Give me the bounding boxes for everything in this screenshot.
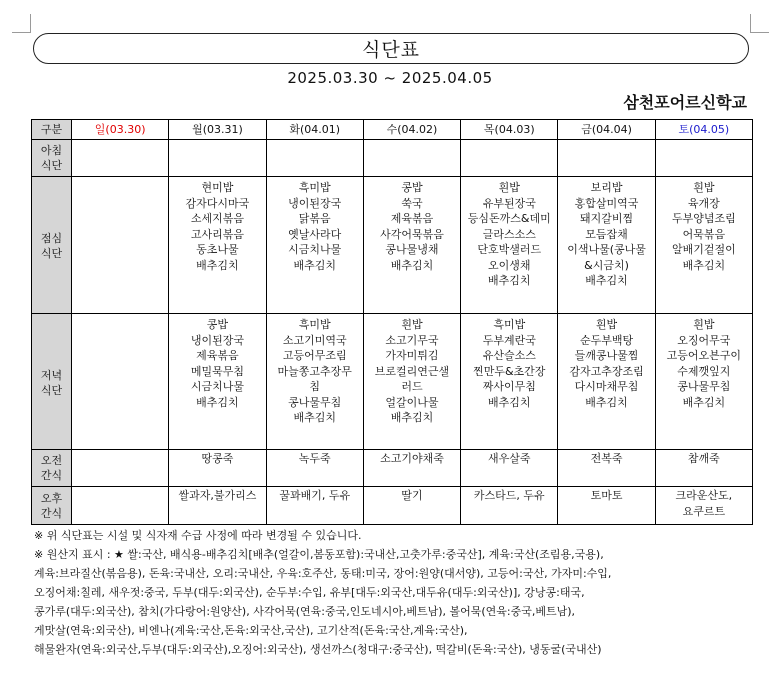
menu-item: 소고기무국: [385, 333, 439, 347]
menu-item: 토마토: [590, 489, 623, 502]
menu-item: 소고기야채죽: [380, 452, 444, 465]
menu-cell: [558, 487, 655, 525]
menu-item: 알배기겉절이: [671, 243, 736, 256]
menu-item: 유부된장국: [482, 196, 536, 210]
note-line: ※ 위 식단표는 시설 및 식자재 수급 사정에 따라 변경될 수 있습니다.: [34, 529, 362, 542]
menu-item: 제육볶음: [196, 349, 239, 362]
menu-cell: [266, 314, 363, 450]
page-title: 식단표: [361, 39, 421, 61]
menu-cell: [266, 450, 363, 487]
menu-cell: [655, 177, 752, 314]
row-label: [32, 450, 72, 487]
menu-item: 돼지갈비찜: [579, 212, 634, 225]
menu-cell: [558, 314, 655, 450]
title-box: [33, 33, 749, 64]
day-header: 일(03.30): [72, 120, 169, 140]
meal-table: [31, 119, 753, 525]
menu-item: 등심돈까스&데미: [467, 212, 551, 225]
menu-item: 배추김치: [585, 395, 628, 409]
note-line: 게맛살(연육:외국산), 비엔나(계육:국산,돈육:외국산,국산), 고기산적(돈육:국산,계육:국산),: [34, 624, 468, 637]
row-label-line: 오후: [40, 491, 63, 505]
row-label-line: 오전: [40, 454, 63, 467]
menu-item: 배추김치: [488, 395, 531, 409]
menu-item: 배추김치: [293, 411, 336, 424]
menu-cell: [461, 140, 558, 177]
day-header: 토(04.05): [655, 120, 752, 140]
menu-item: 녹두죽: [298, 452, 331, 465]
menu-item: &시금치): [584, 258, 629, 272]
row-label-line: 간식: [40, 469, 63, 482]
menu-cell: [558, 177, 655, 314]
menu-item: 요쿠르트: [682, 504, 726, 518]
menu-item: 배추김치: [196, 395, 239, 409]
note-line: 오징어채:칠레, 새우젓:중국, 두부(대두:외국산), 순두부:수입, 유부[대두:외국산,대두유(대두:외국산)], 강낭콩:태국,: [34, 586, 585, 599]
menu-cell: [363, 314, 460, 450]
menu-cell: [169, 450, 266, 487]
menu-cell: [169, 140, 266, 177]
menu-item: 흑미밥: [493, 318, 526, 331]
menu-cell: [558, 140, 655, 177]
menu-item: 크라운산도,: [675, 489, 733, 502]
row-label-line: 식단: [40, 383, 63, 397]
menu-item: 배추김치: [293, 258, 336, 272]
note-line: ※ 원산지 표시 : ★ 쌀:국산, 배식용-배추김치[배추(얼갈이,봄동포함):국내산,고춧가루:중국산], 계육:국산(조림용,국용),: [34, 548, 604, 561]
menu-item: 브로컬리연근샐: [374, 364, 450, 378]
menu-item: 새우살죽: [488, 452, 531, 465]
menu-item: 흰밥: [498, 181, 520, 194]
menu-cell: [655, 487, 752, 525]
menu-item: 단호박샐러드: [477, 243, 542, 256]
menu-item: 마늘쫑고추장무: [277, 364, 352, 378]
day-header: 목(04.03): [461, 120, 558, 140]
menu-item: 고등어오븐구이: [666, 349, 742, 362]
menu-item: 소세지볶음: [190, 212, 244, 225]
menu-item: 카스타드, 두유: [473, 489, 545, 502]
menu-item: 흰밥: [401, 318, 423, 331]
menu-item: 짜사이무침: [482, 380, 536, 393]
menu-item: 두부계란국: [482, 333, 536, 347]
menu-item: 옛날사라다: [288, 227, 342, 241]
menu-item: 콩밥: [401, 181, 423, 194]
menu-cell: [655, 450, 752, 487]
menu-item: 다시마채무침: [574, 380, 639, 393]
note-line: 계육:브라질산(볶음용), 돈육:국내산, 오리:국내산, 우육:호주산, 동태:미국, 장어:원양(대서양), 고등어:국산, 가자미:수입,: [34, 567, 612, 580]
menu-item: 순두부백탕: [579, 333, 634, 347]
menu-item: 냉이된장국: [190, 333, 244, 347]
menu-cell: [363, 140, 460, 177]
menu-cell: [266, 177, 363, 314]
menu-cell: [461, 450, 558, 487]
menu-cell: [266, 487, 363, 525]
menu-item: 딸기: [401, 489, 423, 502]
menu-cell: [266, 140, 363, 177]
menu-item: 감자다시마국: [185, 196, 250, 210]
day-header: 월(03.31): [169, 120, 266, 140]
menu-item: 유산슬소스: [482, 349, 536, 362]
day-header: 화(04.01): [266, 120, 363, 140]
meal-row-dinner: [32, 314, 753, 450]
menu-item: 러드: [401, 380, 423, 393]
table-header-row: [32, 120, 753, 140]
menu-item: 가자미튀김: [385, 349, 439, 362]
menu-item: 콩나물무침: [677, 380, 731, 393]
row-label-line: 아침: [40, 144, 63, 157]
corner-label: 구분: [32, 120, 72, 140]
menu-item: 배추김치: [390, 258, 434, 272]
row-label-line: 식단: [40, 159, 63, 172]
menu-cell: [461, 177, 558, 314]
menu-cell: [169, 314, 266, 450]
menu-item: 사각어묵볶음: [380, 227, 444, 241]
menu-item: 소고기미역국: [282, 333, 347, 347]
menu-item: 흰밥: [693, 318, 715, 331]
menu-item: 전복죽: [590, 452, 623, 465]
row-label: [32, 487, 72, 525]
date-range: 2025.03.30 ~ 2025.04.05: [287, 69, 493, 87]
meal-row-lunch: [32, 177, 753, 314]
row-label-line: 점심: [40, 232, 63, 245]
menu-item: 들깨콩나물찜: [574, 349, 639, 362]
menu-item: 시금치나물: [288, 243, 342, 256]
menu-item: 배추김치: [196, 258, 239, 272]
menu-item: 동초나물: [196, 243, 239, 256]
note-line: 해물완자(연육:외국산,두부(대두:외국산),오징어:외국산), 생선까스(청대구:중국산), 떡갈비(돈육:국산), 냉동굴(국내산): [34, 643, 602, 656]
menu-item: 육개장: [687, 196, 720, 210]
row-label: [32, 140, 72, 177]
row-label-line: 식단: [40, 247, 63, 260]
row-label: [32, 177, 72, 314]
menu-item: 시금치나물: [190, 380, 244, 393]
menu-cell: [72, 177, 169, 314]
menu-cell: [72, 140, 169, 177]
menu-item: 냉이된장국: [288, 196, 342, 210]
menu-item: 감자고추장조림: [569, 364, 644, 378]
menu-cell: [72, 487, 169, 525]
menu-item: 두부양념조림: [671, 212, 736, 225]
menu-item: 닭볶음: [298, 212, 331, 225]
menu-cell: [363, 450, 460, 487]
menu-cell: [461, 314, 558, 450]
menu-item: 오징어무국: [677, 333, 731, 347]
menu-item: 글라스소스: [482, 227, 536, 241]
day-header: 수(04.02): [363, 120, 460, 140]
menu-cell: [169, 177, 266, 314]
menu-item: 이색나물(콩나물: [567, 243, 646, 256]
menu-item: 찐만두&초간장: [473, 364, 546, 378]
menu-item: 메밀묵무침: [190, 364, 244, 378]
menu-item: 흑미밥: [298, 181, 331, 194]
notes: [34, 526, 764, 659]
menu-item: 꿀꽈배기, 두유: [279, 489, 351, 502]
row-label-line: 간식: [40, 506, 63, 520]
menu-item: 얼갈이나물: [385, 395, 439, 409]
menu-item: 모듬잡채: [585, 227, 628, 241]
menu-item: 고사리볶음: [190, 227, 244, 241]
menu-item: 오이생채: [488, 258, 531, 272]
menu-item: 배추김치: [585, 274, 628, 287]
school-name: 삼천포어르신학교: [623, 93, 747, 112]
meal-row-pm_snack: [32, 487, 753, 525]
menu-cell: [558, 450, 655, 487]
menu-cell: [655, 314, 752, 450]
menu-item: 콩밥: [206, 318, 229, 331]
menu-item: 흑미밥: [298, 318, 331, 331]
menu-item: 수제깻잎지: [677, 364, 731, 378]
menu-cell: [363, 487, 460, 525]
meal-row-am_snack: [32, 450, 753, 487]
meal-row-breakfast: [32, 140, 753, 177]
menu-item: 배추김치: [682, 395, 726, 409]
menu-cell: [363, 177, 460, 314]
menu-item: 흰밥: [595, 318, 618, 331]
menu-item: 콩나물냉채: [385, 243, 439, 256]
crop-mark-top-right: [750, 14, 769, 33]
menu-item: 침: [309, 380, 321, 393]
menu-item: 보리밥: [590, 181, 623, 194]
menu-item: 콩나물무침: [288, 395, 342, 409]
menu-cell: [72, 314, 169, 450]
row-label: [32, 314, 72, 450]
menu-item: 배추김치: [682, 258, 726, 272]
menu-item: 흰밥: [693, 181, 715, 194]
menu-cell: [169, 487, 266, 525]
menu-cell: [461, 487, 558, 525]
menu-item: 쌀과자,불가리스: [178, 489, 257, 502]
note-line: 콩가루(대두:외국산), 참치(가다랑어:원양산), 사각어묵(연육:중국,인도네시아,베트남), 볼어묵(연육:중국,베트남),: [34, 605, 576, 618]
menu-cell: [655, 140, 752, 177]
menu-cell: [72, 450, 169, 487]
menu-item: 쑥국: [401, 196, 423, 210]
menu-item: 땅콩죽: [201, 452, 234, 465]
menu-item: 고등어무조림: [282, 349, 347, 362]
day-header: 금(04.04): [558, 120, 655, 140]
menu-item: 현미밥: [201, 181, 234, 194]
menu-item: 배추김치: [488, 274, 531, 287]
crop-mark-top-left: [12, 14, 31, 33]
row-label-line: 저녁: [40, 368, 63, 382]
menu-item: 제육볶음: [390, 212, 434, 225]
menu-item: 배추김치: [390, 411, 434, 424]
menu-item: 홍합살미역국: [574, 196, 639, 210]
menu-item: 참깨죽: [687, 452, 720, 465]
menu-item: 어묵볶음: [682, 227, 726, 241]
